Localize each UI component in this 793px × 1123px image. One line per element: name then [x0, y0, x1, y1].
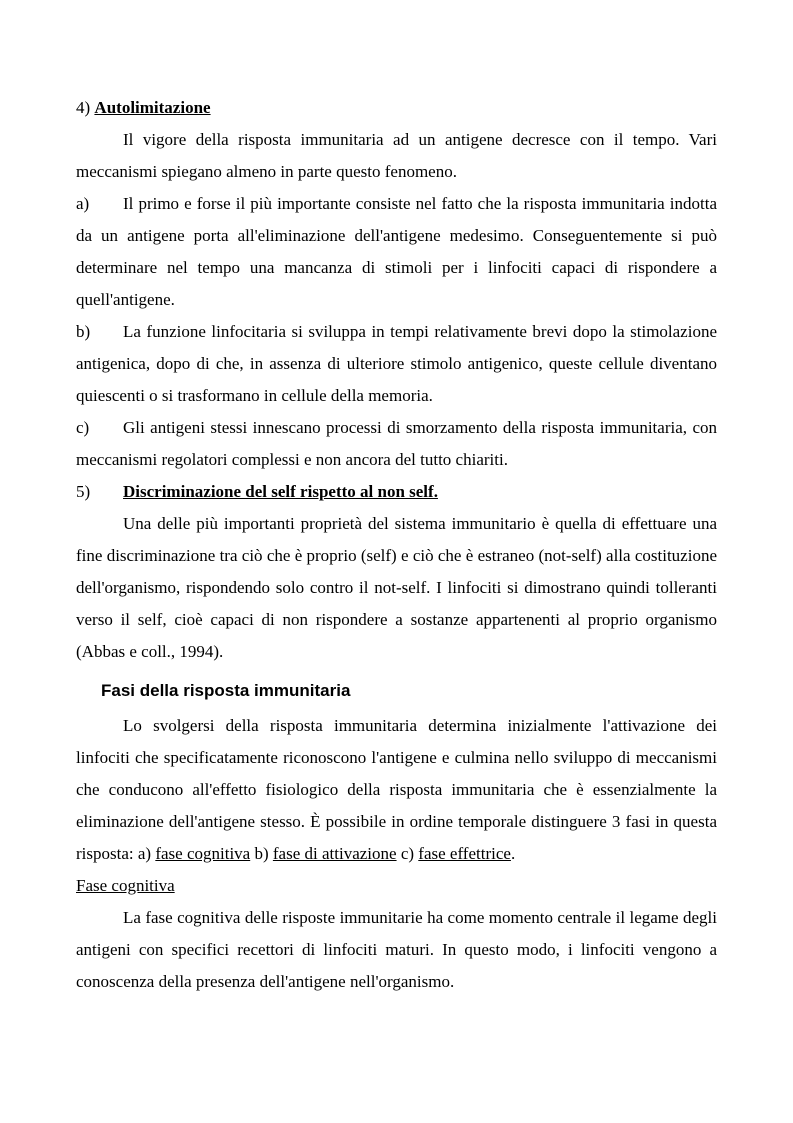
list-item-label: b) [76, 322, 91, 341]
phase-c-separator: c) [396, 844, 419, 863]
phase-c-label: fase effettrice [418, 844, 511, 863]
fasi-text: Lo svolgersi della risposta immunitaria determina inizialmente l'attivazione dei linfociti che specificatamente riconoscono l'antigene e culmina nello sviluppo di meccanismi che conducono all'effetto fisiologico della risposta immunitaria che è essenzialmente la eliminazione dell'antigene stesso. È possibile in ordine temporale distinguere 3 fasi in questa risposta: a) [76, 716, 717, 863]
list-item [76, 188, 717, 316]
section-4-title: Autolimitazione [94, 98, 211, 117]
fasi-paragraph [76, 710, 717, 870]
phase-b-label: fase di attivazione [272, 844, 397, 863]
section-5-heading [76, 476, 717, 508]
fase-cognitiva-heading [76, 870, 717, 902]
section-4-heading [76, 92, 717, 124]
document-page [76, 92, 717, 998]
phase-a-label: fase cognitiva [155, 844, 251, 863]
list-item [76, 412, 717, 476]
section-4-number: 4) [76, 98, 91, 117]
section-5-number: 5) [76, 482, 91, 501]
list-item-label: c) [76, 418, 90, 437]
list-item-label: a) [76, 194, 90, 213]
list-item [76, 316, 717, 412]
list-item-text: Il primo e forse il più importante consiste nel fatto che la risposta immunitaria indotta da un antigene porta all'eliminazione dell'antigene medesimo. Conseguentemente si può determinare nel tempo una mancanza di stimoli per i linfociti capaci di rispondere a quell'antigene. [76, 194, 717, 309]
list-item-text: La funzione linfocitaria si sviluppa in tempi relativamente brevi dopo la stimolazione antigenica, dopo di che, in assenza di ulteriore stimolo antigenico, queste cellule diventano quiescenti o si trasformano in cellule della memoria. [76, 322, 717, 405]
section-5-text: Una delle più importanti proprietà del sistema immunitario è quella di effettuare una fine discriminazione tra ciò che è proprio (self) e ciò che è estraneo (not-self) alla costituzione dell'organismo, rispondendo solo contro il not-self. I linfociti si dimostrano quindi tolleranti verso il self, cioè capaci di non rispondere a sostanze appartenenti al proprio organismo (Abbas e coll., 1994). [76, 514, 717, 661]
fasi-end: . [510, 844, 516, 863]
section-5-title: Discriminazione del self rispetto al non self. [123, 482, 438, 501]
list-item-text: Gli antigeni stessi innescano processi di smorzamento della risposta immunitaria, con meccanismi regolatori complessi e non ancora del tutto chiariti. [76, 418, 717, 469]
phase-b-separator: b) [250, 844, 273, 863]
fase-cognitiva-title: Fase cognitiva [76, 876, 175, 895]
section-4-intro: Il vigore della risposta immunitaria ad un antigene decresce con il tempo. Vari meccanismi spiegano almeno in parte questo fenomeno. [76, 130, 717, 181]
fasi-heading: Fasi della risposta immunitaria [101, 681, 351, 700]
fase-cognitiva-text: La fase cognitiva delle risposte immunitarie ha come momento centrale il legame degli antigeni con specifici recettori di linfociti maturi. In questo modo, i linfociti vengono a conoscenza della presenza dell'antigene nell'organismo. [76, 908, 717, 991]
